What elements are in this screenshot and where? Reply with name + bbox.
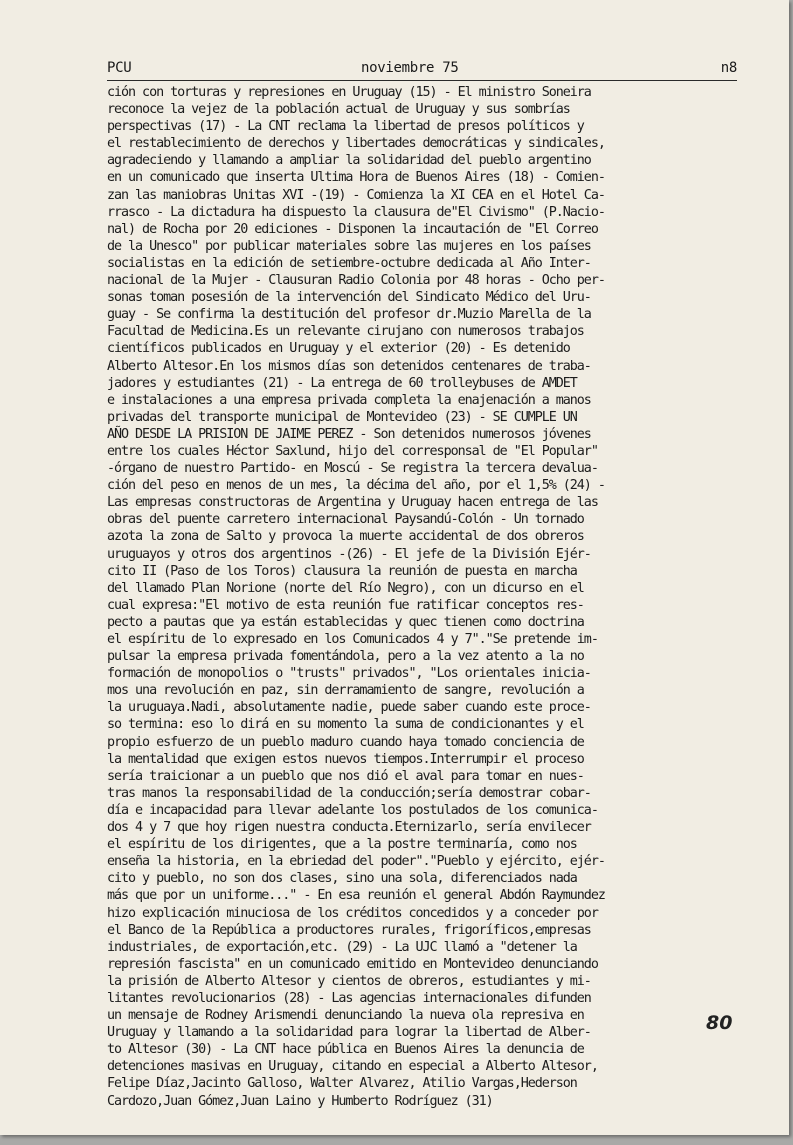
text-line: detenciones masivas en Uruguay, citando en especial a Alberto Altesor, bbox=[107, 1059, 598, 1075]
text-line: el espíritu de los dirigentes, que a la postre terminaría, como nos bbox=[107, 837, 577, 853]
text-line: so termina: eso lo dirá en su momento la suma de condicionantes y el bbox=[107, 717, 584, 733]
text-line: cual expresa:"El motivo de esta reunión fue ratificar conceptos res- bbox=[107, 597, 584, 613]
text-line: hizo explicación minuciosa de los créditos concedidos y a conceder por bbox=[107, 905, 598, 921]
text-line: Felipe Díaz,Jacinto Galloso, Walter Alvarez, Atilio Vargas,Hederson bbox=[107, 1076, 577, 1092]
text-line: sería traicionar a un pueblo que nos dió el aval para tomar en nues- bbox=[107, 768, 584, 784]
text-line: dos 4 y 7 que hoy rigen nuestra conducta.Eternizarlo, sería envilecer bbox=[107, 820, 591, 836]
text-line: Uruguay y llamando a la solidaridad para lograr la libertad de Alber- bbox=[107, 1025, 591, 1041]
text-line: rrasco - La dictadura ha dispuesto la clausura de"El Civismo" (P.Nacio- bbox=[107, 204, 605, 220]
text-line: nacional de la Mujer - Clausuran Radio Colonia por 48 horas - Ocho per- bbox=[107, 273, 605, 289]
text-line: guay - Se confirma la destitución del profesor dr.Muzio Marella de la bbox=[107, 307, 591, 323]
text-line: formación de monopolios o "trusts" privados", "Los orientales inicia- bbox=[107, 666, 591, 682]
text-line: el espíritu de lo expresado en los Comunicados 4 y 7"."Se pretende im- bbox=[107, 632, 598, 647]
header-publication: PCU bbox=[107, 60, 132, 76]
text-line: agradeciendo y llamando a ampliar la solidaridad del pueblo argentino bbox=[107, 153, 591, 169]
page-header bbox=[107, 60, 737, 81]
text-line: de la Unesco" por publicar materiales sobre las mujeres en los países bbox=[107, 238, 591, 254]
text-line: un mensaje de Rodney Arismendi denunciando la nueva ola represiva en bbox=[107, 1008, 584, 1024]
text-line: Alberto Altesor.En los mismos días son detenidos centenares de traba- bbox=[107, 358, 591, 374]
text-line: la mentalidad que exigen estos nuevos tiempos.Interrumpir el proceso bbox=[107, 751, 584, 767]
text-line: tras manos la responsabilidad de la conducción;sería demostrar cobar- bbox=[107, 785, 591, 801]
text-line: cito y pueblo, no son dos clases, sino una sola, diferenciados nada bbox=[107, 871, 577, 887]
text-line: científicos publicados en Uruguay y el exterior (20) - Es detenido bbox=[107, 341, 570, 357]
text-line: enseña la historia, en la ebriedad del poder"."Pueblo y ejército, ejér- bbox=[107, 854, 605, 870]
text-line: uruguayos y otros dos argentinos -(26) - El jefe de la División Ejér- bbox=[107, 546, 591, 562]
text-line: ción con torturas y represiones en Uruguay (15) - El ministro Soneira bbox=[107, 85, 591, 100]
body-text bbox=[107, 84, 767, 1110]
text-line: privadas del transporte municipal de Montevideo (23) - SE CUMPLE UN bbox=[107, 409, 577, 425]
text-line: AÑO DESDE LA PRISION DE JAIME PEREZ - Son detenidos numerosos jóvenes bbox=[107, 426, 591, 442]
text-line: socialistas en la edición de setiembre-octubre dedicada al Año Inter- bbox=[107, 255, 591, 271]
text-line: del llamado Plan Norione (norte del Río Negro), con un dicurso en el bbox=[107, 580, 584, 596]
text-line: la uruguaya.Nadi, absolutamente nadie, puede saber cuando este proce- bbox=[107, 700, 591, 716]
text-line: represión fascista" en un comunicado emitido en Montevideo denunciando bbox=[107, 956, 598, 972]
text-line: to Altesor (30) - La CNT hace pública en Buenos Aires la denuncia de bbox=[107, 1042, 584, 1058]
text-line: nal) de Rocha por 20 ediciones - Disponen la incautación de "El Correo bbox=[107, 221, 598, 237]
text-line: pecto a pautas que ya están establecidas y quec tienen como doctrina bbox=[107, 614, 584, 630]
text-line: perspectivas (17) - La CNT reclama la libertad de presos políticos y bbox=[107, 119, 584, 135]
text-line: litantes revolucionarios (28) - Las agencias internacionales difunden bbox=[107, 990, 591, 1006]
text-line: más que por un uniforme..." - En esa reunión el general Abdón Raymundez bbox=[107, 888, 605, 904]
text-line: cito II (Paso de los Toros) clausura la reunión de puesta en marcha bbox=[107, 563, 577, 579]
text-line: jadores y estudiantes (21) - La entrega de 60 trolleybuses de AMDET bbox=[107, 375, 577, 391]
text-line: el Banco de la República a productores rurales, frigoríficos,empresas bbox=[107, 922, 591, 938]
page-number: 80 bbox=[706, 1012, 733, 1034]
text-line: zan las maniobras Unitas XVI -(19) - Comienza la XI CEA en el Hotel Ca- bbox=[107, 187, 605, 203]
text-line: en un comunicado que inserta Ultima Hora de Buenos Aires (18) - Comien- bbox=[107, 170, 605, 186]
text-line: e instalaciones a una empresa privada completa la enajenación a manos bbox=[107, 392, 591, 408]
text-line: Cardozo,Juan Gómez,Juan Laino y Humberto Rodríguez (31) bbox=[107, 1093, 493, 1109]
text-line: obras del puente carretero internacional Paysandú-Colón - Un tornado bbox=[107, 512, 584, 528]
text-line: azota la zona de Salto y provoca la muerte accidental de dos obreros bbox=[107, 529, 584, 545]
text-line: ción del peso en menos de un mes, la décima del año, por el 1,5% (24) - bbox=[107, 478, 605, 494]
header-issue-number: n8 bbox=[720, 60, 737, 76]
text-line: sonas toman posesión de la intervención del Sindicato Médico del Uru- bbox=[107, 290, 591, 306]
text-line: entre los cuales Héctor Saxlund, hijo del corresponsal de "El Popular" bbox=[107, 443, 598, 459]
text-line: la prisión de Alberto Altesor y cientos de obreros, estudiantes y mi- bbox=[107, 973, 591, 989]
text-line: reconoce la vejez de la población actual de Uruguay y sus sombrías bbox=[107, 102, 570, 118]
text-line: industriales, de exportación,etc. (29) - La UJC llamó a "detener la bbox=[107, 939, 577, 955]
header-date: noviembre 75 bbox=[361, 60, 459, 76]
text-line: el restablecimiento de derechos y libertades democráticas y sindicales, bbox=[107, 136, 605, 152]
text-line: día e incapacidad para llevar adelante los postulados de los comunica- bbox=[107, 802, 598, 818]
text-line: propio esfuerzo de un pueblo maduro cuando haya tomado conciencia de bbox=[107, 734, 584, 750]
text-line: Las empresas constructoras de Argentina y Uruguay hacen entrega de las bbox=[107, 495, 598, 511]
text-line: pulsar la empresa privada fomentándola, pero a la vez atento a la no bbox=[107, 649, 584, 665]
text-line: mos una revolución en paz, sin derramamiento de sangre, revolución a bbox=[107, 683, 584, 699]
text-line: -órgano de nuestro Partido- en Moscú - Se registra la tercera devalua- bbox=[107, 461, 598, 477]
text-line: Facultad de Medicina.Es un relevante cirujano con numerosos trabajos bbox=[107, 324, 584, 340]
